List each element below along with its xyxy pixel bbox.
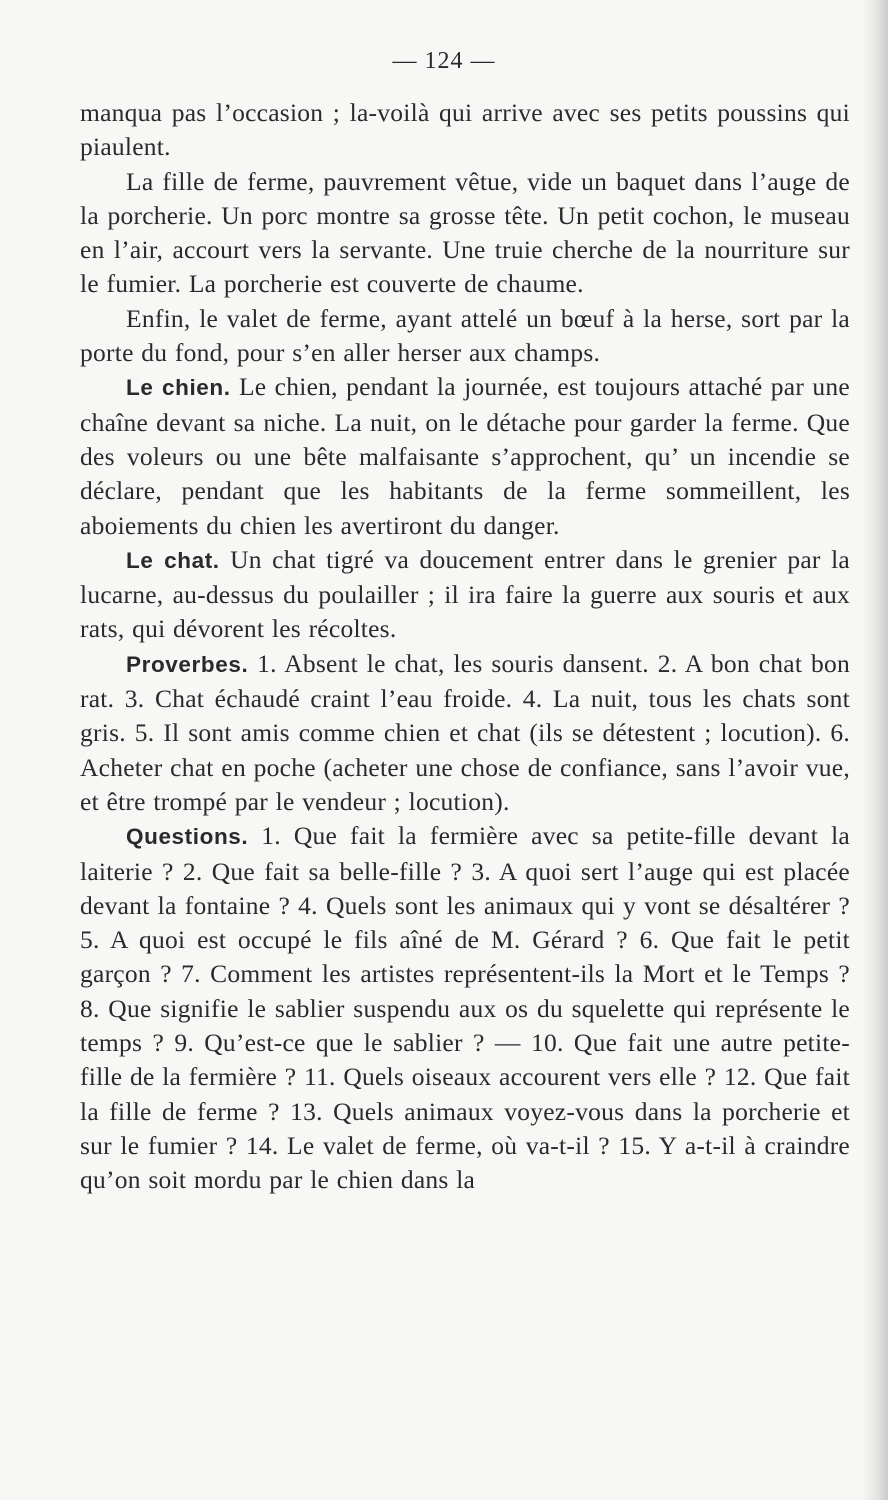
paragraph-text: 1. Que fait la fermière avec sa petite-fille devant la laiterie ? 2. Que fait sa belle-fille ? 3. A quoi sert l’auge qui est placée devant la fontaine ? 4. Quels sont les animaux qui y vont se désaltérer ? 5. A quoi est occupé le fils aîné de M. Gérard ? 6. Que fait le petit garçon ? 7. Comment les artistes représentent-ils la Mort et le Temps ? 8. Que signifie le sablier suspendu aux os du squelette qui représente le temps ? 9. Qu’est-ce que le sablier ? — 10. Que fait une autre petite-fille de la fermière ? 11. Quels oiseaux accourent vers elle ? 12. Que fait la fille de ferme ? 13. Quels animaux voyez-vous dans la porcherie et sur le fumier ? 14. Le valet de ferme, où va-t-il ? 15. Y a-t-il à craindre qu’on soit mordu par le chien dans la <box>80 821 851 1195</box>
paragraph-text: Enfin, le valet de ferme, ayant attelé un bœuf à la herse, sort par la porte du fond, pour s’en aller herser aux champs. <box>80 303 850 368</box>
page-edge-shadow <box>862 0 888 1500</box>
paragraph-text: Le chien, pendant la journée, est toujours attaché par une chaîne devant sa niche. La nuit, on le détache pour garder la ferme. Que des voleurs ou une bête malfaisante s’approchent, qu’ un incendie se déclare, pendant que les habitants de la ferme sommeillent, les aboiements du chien les avertiront du danger. <box>80 372 850 540</box>
paragraph-text: manqua pas l’occasion ; la-voilà qui arrive avec ses petits poussins qui piaulent. <box>80 98 850 162</box>
section-questions <box>80 819 850 1197</box>
section-le-chat <box>80 543 850 647</box>
paragraph-text: La fille de ferme, pauvrement vêtue, vide un baquet dans l’auge de la porcherie. Un porc montre sa grosse tête. Un petit cochon, le museau en l’air, accourt vers la servante. Une truie cherche de la nourriture sur le fumier. La porcherie est couverte de chaume. <box>80 166 850 299</box>
paragraph-continuation <box>80 96 850 165</box>
body-text <box>80 96 850 1198</box>
section-heading: Le chien. <box>126 375 231 401</box>
paragraph-text: Un chat tigré va doucement entrer dans le grenier par la lucarne, au-dessus du poulailler ; il ira faire la guerre aux souris et aux rats, qui dévorent les récoltes. <box>80 544 851 644</box>
section-proverbes <box>80 647 850 819</box>
paragraph-fille-de-ferme <box>80 165 850 302</box>
section-heading: Proverbes. <box>126 651 249 677</box>
section-heading: Le chat. <box>126 547 220 573</box>
section-le-chien <box>80 370 850 542</box>
section-heading: Questions. <box>126 824 249 850</box>
page-number: — 124 — <box>392 48 496 74</box>
paragraph-valet-de-ferme <box>80 302 850 371</box>
paragraph-text: 1. Absent le chat, les souris dansent. 2. A bon chat bon rat. 3. Chat échaudé craint l’eau froide. 4. La nuit, tous les chats sont gris. 5. Il sont amis comme chien et chat (ils se détestent ; locution). 6. Acheter chat en poche (acheter une chose de confiance, sans l’avoir vue, et être trompé par le vendeur ; locution). <box>80 648 850 816</box>
